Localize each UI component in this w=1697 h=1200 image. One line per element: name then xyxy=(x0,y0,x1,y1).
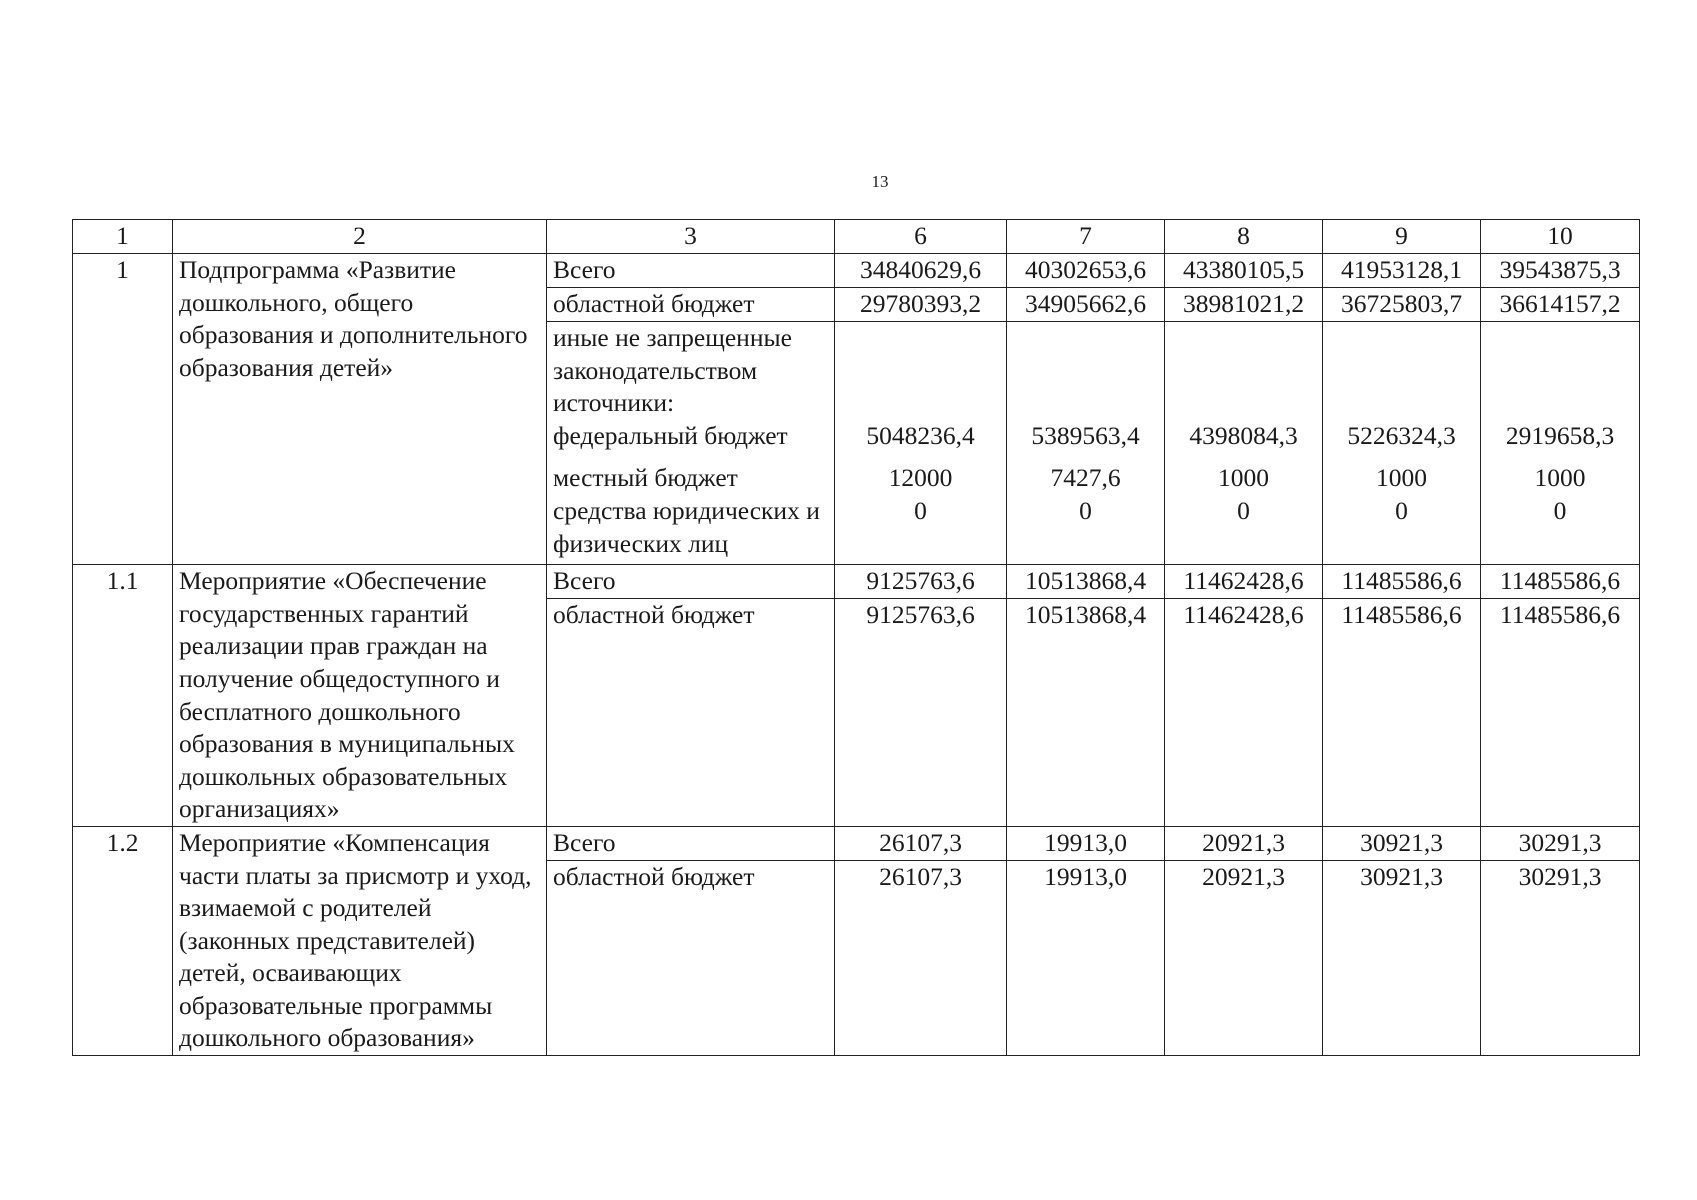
other-sources-values xyxy=(1323,322,1481,565)
row-number: 1 xyxy=(73,254,173,565)
value-cell: 0 xyxy=(1553,495,1567,525)
table-row xyxy=(73,565,1640,599)
value-cell: 0 xyxy=(914,495,927,525)
value-cell: 12000 xyxy=(888,463,953,493)
value-cell: 5389563,4 xyxy=(1031,420,1140,450)
other-sources-values xyxy=(835,322,1007,565)
value-cell: 1000 xyxy=(1534,463,1586,493)
funding-source: областной бюджет xyxy=(547,860,835,1055)
value-cell: 20921,3 xyxy=(1165,860,1323,1055)
value-cell: 0 xyxy=(1237,495,1250,525)
value-cell: 34905662,6 xyxy=(1007,288,1165,322)
value-cell: 10513868,4 xyxy=(1007,599,1165,827)
local-budget-label: местный бюджет xyxy=(553,463,738,493)
value-cell: 11485586,6 xyxy=(1481,565,1640,599)
value-cell: 38981021,2 xyxy=(1165,288,1323,322)
funding-source: Всего xyxy=(547,826,835,860)
value-cell: 30921,3 xyxy=(1323,826,1481,860)
page-number: 13 xyxy=(871,172,889,191)
value-cell: 11485586,6 xyxy=(1323,599,1481,827)
value-cell: 9125763,6 xyxy=(835,565,1007,599)
funding-source: Всего xyxy=(547,565,835,599)
program-name: Мероприятие «Обеспечение государственных гарантий реализации прав граждан на получение общедоступного и бесплатного дошкольного образования в муниципальных дошкольных образовательных организациях» xyxy=(173,565,547,827)
table-header-row xyxy=(73,220,1640,254)
column-header: 10 xyxy=(1481,220,1640,254)
federal-budget-label: федеральный бюджет xyxy=(553,420,788,450)
value-cell: 26107,3 xyxy=(835,826,1007,860)
row-number: 1.1 xyxy=(73,565,173,827)
column-header: 8 xyxy=(1165,220,1323,254)
other-sources-label: иные не запрещенные законодательством источники: xyxy=(553,323,792,418)
column-header: 6 xyxy=(835,220,1007,254)
column-header: 1 xyxy=(73,220,173,254)
table-row xyxy=(73,826,1640,860)
value-cell: 11462428,6 xyxy=(1165,599,1323,827)
value-cell: 5048236,4 xyxy=(866,420,975,450)
value-cell: 30291,3 xyxy=(1481,826,1640,860)
value-cell: 41953128,1 xyxy=(1323,254,1481,288)
other-sources-values xyxy=(1007,322,1165,565)
value-cell: 0 xyxy=(1079,495,1092,525)
value-cell: 19913,0 xyxy=(1007,860,1165,1055)
other-sources-cell xyxy=(547,322,835,565)
value-cell: 11485586,6 xyxy=(1323,565,1481,599)
value-cell: 1000 xyxy=(1376,463,1427,493)
other-sources-values xyxy=(1165,322,1323,565)
funding-source: Всего xyxy=(547,254,835,288)
column-header: 3 xyxy=(547,220,835,254)
value-cell: 20921,3 xyxy=(1165,826,1323,860)
budget-table xyxy=(72,219,1640,1056)
value-cell: 29780393,2 xyxy=(835,288,1007,322)
value-cell: 2919658,3 xyxy=(1505,420,1615,450)
legal-entities-label: средства юридических и физических лиц xyxy=(553,495,820,558)
other-sources-values xyxy=(1481,322,1640,565)
value-cell: 36614157,2 xyxy=(1481,288,1640,322)
value-cell: 11485586,6 xyxy=(1481,599,1640,827)
value-cell: 40302653,6 xyxy=(1007,254,1165,288)
table-row xyxy=(73,254,1640,288)
value-cell: 5226324,3 xyxy=(1347,420,1456,450)
value-cell: 36725803,7 xyxy=(1323,288,1481,322)
value-cell: 0 xyxy=(1395,495,1408,525)
value-cell: 4398084,3 xyxy=(1189,420,1298,450)
value-cell: 30291,3 xyxy=(1481,860,1640,1055)
column-header: 7 xyxy=(1007,220,1165,254)
column-header: 9 xyxy=(1323,220,1481,254)
row-number: 1.2 xyxy=(73,826,173,1055)
value-cell: 26107,3 xyxy=(835,860,1007,1055)
value-cell: 9125763,6 xyxy=(835,599,1007,827)
value-cell: 39543875,3 xyxy=(1481,254,1640,288)
value-cell: 1000 xyxy=(1218,463,1269,493)
value-cell: 7427,6 xyxy=(1050,463,1121,493)
program-name: Мероприятие «Компенсация части платы за присмотр и уход, взимаемой с родителей (законных представителей) детей, осваивающих образовательные программы дошкольного образования» xyxy=(173,826,547,1055)
value-cell: 19913,0 xyxy=(1007,826,1165,860)
value-cell: 30921,3 xyxy=(1323,860,1481,1055)
funding-source: областной бюджет xyxy=(547,599,835,827)
funding-source: областной бюджет xyxy=(547,288,835,322)
value-cell: 34840629,6 xyxy=(835,254,1007,288)
value-cell: 43380105,5 xyxy=(1165,254,1323,288)
program-name: Подпрограмма «Развитие дошкольного, общего образования и дополнительного образования детей» xyxy=(173,254,547,565)
value-cell: 11462428,6 xyxy=(1165,565,1323,599)
column-header: 2 xyxy=(173,220,547,254)
value-cell: 10513868,4 xyxy=(1007,565,1165,599)
